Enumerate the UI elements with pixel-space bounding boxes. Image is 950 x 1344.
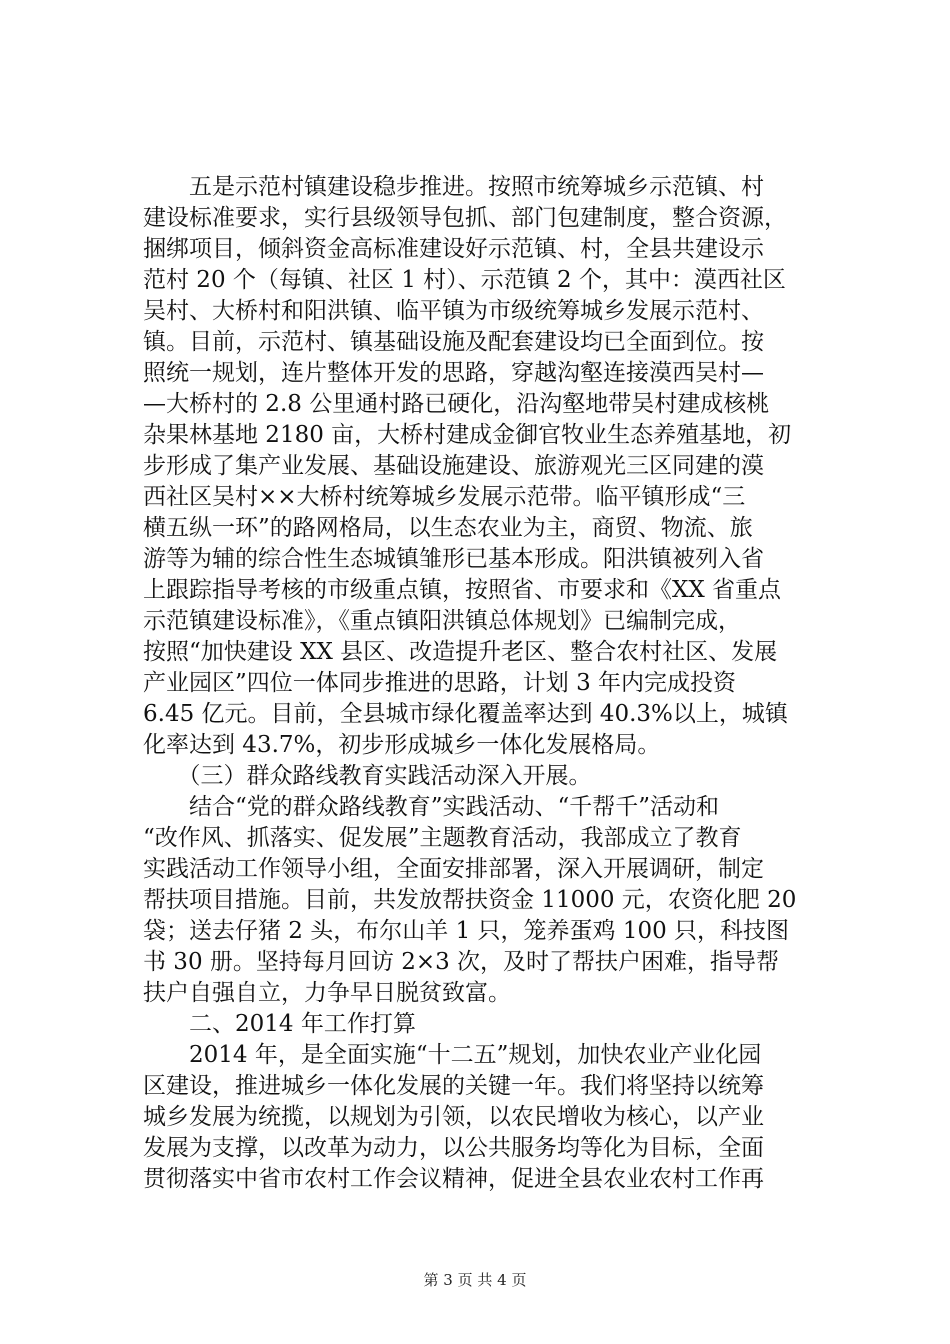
text-line: 城乡发展为统揽，以规划为引领，以农民增收为核心，以产业	[143, 1104, 764, 1130]
text-line: 上跟踪指导考核的市级重点镇，按照省、市要求和《XX 省重点	[143, 577, 782, 603]
text-line: 书 30 册。坚持每月回访 2×3 次，及时了帮扶户困难，指导帮	[143, 949, 780, 975]
text-line: 产业园区”四位一体同步推进的思路，计划 3 年内完成投资	[143, 670, 737, 696]
section-heading-line: （三）群众路线教育实践活动深入开展。	[143, 763, 592, 789]
text-line: 范村 20 个（每镇、社区 1 村）、示范镇 2 个，其中：漠西社区	[143, 267, 786, 293]
text-line: 区建设，推进城乡一体化发展的关键一年。我们将坚持以统筹	[143, 1073, 764, 1099]
text-line: 结合“党的群众路线教育”实践活动、“千帮千”活动和	[143, 794, 720, 820]
text-line: 示范镇建设标准》，《重点镇阳洪镇总体规划》已编制完成，	[143, 608, 741, 634]
text-line: —大桥村的 2.8 公里通村路已硬化，沿沟壑地带吴村建成核桃	[143, 391, 770, 417]
text-line: 按照“加快建设 XX 县区、改造提升老区、整合农村社区、发展	[143, 639, 778, 665]
text-line: 步形成了集产业发展、基础设施建设、旅游观光三区同建的漠	[143, 453, 764, 479]
text-line: 6.45 亿元。目前，全县城市绿化覆盖率达到 40.3%以上，城镇	[143, 701, 788, 727]
text-line: 袋；送去仔猪 2 头，布尔山羊 1 只，笼养蛋鸡 100 只，科技图	[143, 918, 790, 944]
section-heading-line: 二、2014 年工作打算	[143, 1011, 416, 1037]
text-line: 化率达到 43.7%，初步形成城乡一体化发展格局。	[143, 732, 661, 758]
text-line: 西社区吴村××大桥村统筹城乡发展示范带。临平镇形成“三	[143, 484, 746, 510]
text-line: 镇。目前，示范村、镇基础设施及配套建设均已全面到位。按	[143, 329, 764, 355]
page-number-label: 第 3 页 共 4 页	[423, 1271, 527, 1289]
text-line: 游等为辅的综合性生态城镇雏形已基本形成。阳洪镇被列入省	[143, 546, 764, 572]
text-line: 帮扶项目措施。目前，共发放帮扶资金 11000 元，农资化肥 20	[143, 887, 797, 913]
document-body	[143, 172, 831, 1195]
text-line: 杂果林基地 2180 亩，大桥村建成金御官牧业生态养殖基地，初	[143, 422, 792, 448]
text-line: 发展为支撑，以改革为动力，以公共服务均等化为目标，全面	[143, 1135, 764, 1161]
text-line: 照统一规划，连片整体开发的思路，穿越沟壑连接漠西吴村—	[143, 360, 764, 386]
text-line: 实践活动工作领导小组，全面安排部署，深入开展调研，制定	[143, 856, 764, 882]
text-line: 横五纵一环”的路网格局，以生态农业为主，商贸、物流、旅	[143, 515, 753, 541]
text-line: 捆绑项目，倾斜资金高标准建设好示范镇、村，全县共建设示	[143, 236, 764, 262]
text-line: 扶户自强自立，力争早日脱贫致富。	[143, 980, 511, 1006]
page-footer	[0, 1270, 950, 1290]
text-line: 建设标准要求，实行县级领导包抓、部门包建制度，整合资源，	[143, 205, 787, 231]
text-line: 五是示范村镇建设稳步推进。按照市统筹城乡示范镇、村	[143, 174, 764, 200]
text-line: 吴村、大桥村和阳洪镇、临平镇为市级统筹城乡发展示范村、	[143, 298, 764, 324]
text-line: 贯彻落实中省市农村工作会议精神，促进全县农业农村工作再	[143, 1166, 764, 1192]
text-line: “改作风、抓落实、促发展”主题教育活动，我部成立了教育	[143, 825, 742, 851]
text-line: 2014 年，是全面实施“十二五”规划，加快农业产业化园	[143, 1042, 762, 1068]
